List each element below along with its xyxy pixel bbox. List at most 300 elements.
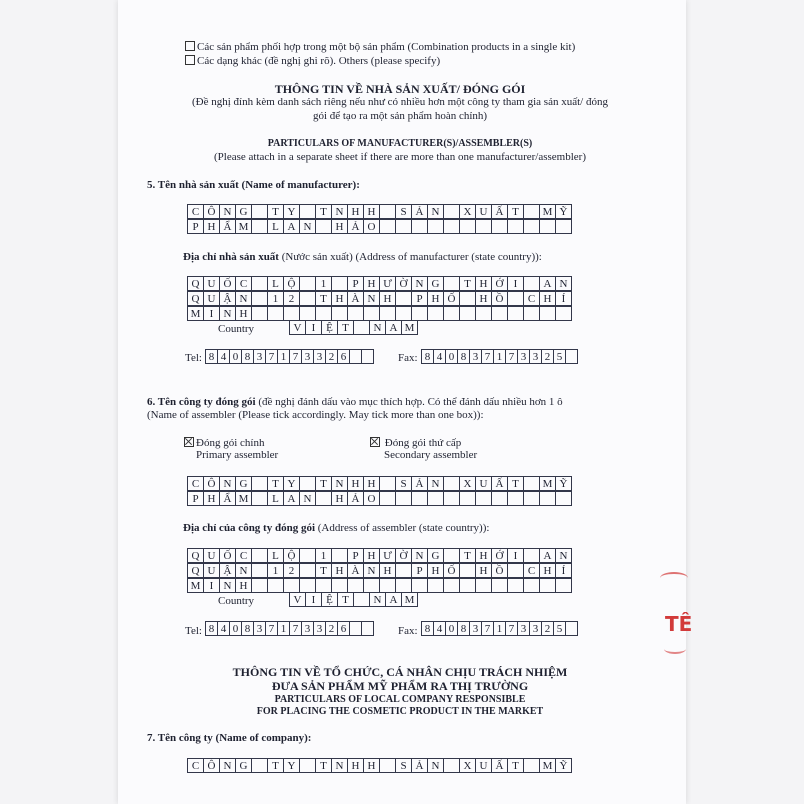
grid-cell[interactable] (443, 578, 460, 593)
grid-cell[interactable]: Q (187, 548, 204, 563)
grid-cell[interactable] (379, 476, 396, 491)
grid-cell[interactable] (443, 476, 460, 491)
q6-address-grid[interactable] (187, 549, 572, 594)
grid-cell[interactable]: N (219, 306, 236, 321)
grid-cell[interactable] (299, 578, 316, 593)
grid-cell[interactable]: Y (283, 204, 300, 219)
grid-cell[interactable] (523, 476, 540, 491)
grid-cell[interactable]: S (395, 204, 412, 219)
grid-cell[interactable]: N (219, 758, 236, 773)
q5-country-grid[interactable] (289, 321, 418, 336)
grid-cell[interactable] (283, 578, 300, 593)
grid-cell[interactable]: U (203, 276, 220, 291)
grid-cell[interactable]: C (523, 563, 540, 578)
grid-cell[interactable]: T (337, 592, 354, 607)
grid-cell[interactable] (523, 491, 540, 506)
grid-cell[interactable] (251, 491, 268, 506)
grid-cell[interactable]: A (539, 548, 556, 563)
grid-cell[interactable]: 3 (469, 621, 482, 636)
grid-cell[interactable]: C (187, 204, 204, 219)
grid-cell[interactable]: L (267, 276, 284, 291)
grid-cell[interactable]: H (475, 291, 492, 306)
grid-cell[interactable]: À (347, 291, 364, 306)
grid-cell[interactable]: 8 (205, 621, 218, 636)
grid-cell[interactable]: Ờ (395, 548, 412, 563)
grid-cell[interactable] (283, 306, 300, 321)
grid-cell[interactable]: H (331, 219, 348, 234)
grid-cell[interactable] (379, 306, 396, 321)
grid-cell[interactable]: Ư (379, 276, 396, 291)
grid-cell[interactable]: T (267, 476, 284, 491)
q7-name-grid[interactable] (187, 759, 572, 774)
grid-cell[interactable]: Ấ (491, 204, 508, 219)
grid-cell[interactable] (299, 291, 316, 306)
grid-cell[interactable]: U (475, 758, 492, 773)
grid-cell[interactable] (411, 578, 428, 593)
grid-cell[interactable]: T (507, 758, 524, 773)
grid-cell[interactable]: 3 (469, 349, 482, 364)
grid-cell[interactable]: Q (187, 563, 204, 578)
grid-cell[interactable]: 7 (289, 621, 302, 636)
grid-cell[interactable]: P (411, 563, 428, 578)
grid-cell[interactable]: N (369, 320, 386, 335)
grid-cell[interactable]: 6 (337, 621, 350, 636)
grid-cell[interactable]: 3 (517, 349, 530, 364)
grid-cell[interactable]: S (395, 758, 412, 773)
grid-cell[interactable] (251, 758, 268, 773)
grid-cell[interactable]: Q (187, 276, 204, 291)
grid-cell[interactable]: C (187, 758, 204, 773)
grid-cell[interactable]: H (475, 276, 492, 291)
grid-cell[interactable]: Ả (411, 758, 428, 773)
grid-cell[interactable]: T (267, 758, 284, 773)
grid-cell[interactable]: H (539, 291, 556, 306)
grid-cell[interactable]: 4 (433, 349, 446, 364)
grid-cell[interactable]: Ố (219, 548, 236, 563)
grid-cell[interactable]: I (305, 320, 322, 335)
grid-cell[interactable]: N (363, 563, 380, 578)
grid-cell[interactable] (523, 276, 540, 291)
grid-cell[interactable] (353, 320, 370, 335)
grid-cell[interactable]: N (427, 204, 444, 219)
grid-cell[interactable] (379, 758, 396, 773)
grid-cell[interactable]: Ố (219, 276, 236, 291)
grid-cell[interactable]: M (539, 758, 556, 773)
grid-cell[interactable]: C (523, 291, 540, 306)
grid-cell[interactable] (347, 578, 364, 593)
grid-cell[interactable] (315, 578, 332, 593)
q6-tel-grid[interactable] (205, 622, 374, 637)
grid-cell[interactable]: U (475, 476, 492, 491)
grid-cell[interactable] (507, 491, 524, 506)
grid-cell[interactable]: Ớ (491, 548, 508, 563)
grid-cell[interactable] (251, 548, 268, 563)
grid-cell[interactable] (363, 306, 380, 321)
grid-cell[interactable]: U (203, 563, 220, 578)
checkbox-icon[interactable] (185, 55, 195, 65)
grid-cell[interactable]: T (315, 476, 332, 491)
grid-cell[interactable]: X (459, 758, 476, 773)
grid-cell[interactable] (411, 219, 428, 234)
grid-cell[interactable]: 2 (325, 621, 338, 636)
grid-cell[interactable]: 1 (493, 349, 506, 364)
grid-cell[interactable] (475, 578, 492, 593)
grid-cell[interactable] (507, 291, 524, 306)
grid-cell[interactable]: P (411, 291, 428, 306)
grid-cell[interactable]: H (475, 563, 492, 578)
grid-cell[interactable]: Ậ (219, 563, 236, 578)
grid-cell[interactable]: T (315, 291, 332, 306)
grid-cell[interactable] (555, 219, 572, 234)
checkbox-icon[interactable] (185, 41, 195, 51)
grid-cell[interactable]: T (337, 320, 354, 335)
grid-cell[interactable]: Ả (347, 219, 364, 234)
grid-cell[interactable] (251, 276, 268, 291)
grid-cell[interactable] (507, 306, 524, 321)
grid-cell[interactable]: H (363, 276, 380, 291)
grid-cell[interactable]: P (187, 491, 204, 506)
grid-cell[interactable]: 1 (267, 563, 284, 578)
grid-cell[interactable] (539, 219, 556, 234)
grid-cell[interactable]: Ỹ (555, 758, 572, 773)
grid-cell[interactable]: H (347, 758, 364, 773)
grid-cell[interactable]: H (235, 578, 252, 593)
grid-cell[interactable]: H (427, 563, 444, 578)
grid-cell[interactable]: M (539, 476, 556, 491)
grid-cell[interactable] (299, 276, 316, 291)
grid-cell[interactable]: N (219, 578, 236, 593)
grid-cell[interactable]: Ố (443, 563, 460, 578)
grid-cell[interactable]: 7 (505, 621, 518, 636)
grid-cell[interactable]: U (203, 291, 220, 306)
grid-cell[interactable]: Ệ (321, 592, 338, 607)
grid-cell[interactable]: H (427, 291, 444, 306)
grid-cell[interactable] (361, 621, 374, 636)
q6-fax-grid[interactable] (421, 622, 578, 637)
grid-cell[interactable]: Í (555, 291, 572, 306)
grid-cell[interactable]: N (219, 476, 236, 491)
grid-cell[interactable]: 1 (267, 291, 284, 306)
grid-cell[interactable] (507, 219, 524, 234)
grid-cell[interactable]: X (459, 204, 476, 219)
grid-cell[interactable] (427, 219, 444, 234)
grid-cell[interactable]: 3 (517, 621, 530, 636)
grid-cell[interactable]: 3 (301, 349, 314, 364)
grid-cell[interactable]: Ộ (283, 276, 300, 291)
grid-cell[interactable] (459, 291, 476, 306)
grid-cell[interactable]: I (507, 276, 524, 291)
grid-cell[interactable]: T (315, 563, 332, 578)
grid-cell[interactable]: 0 (445, 349, 458, 364)
grid-cell[interactable]: H (203, 219, 220, 234)
grid-cell[interactable]: Ỹ (555, 204, 572, 219)
grid-cell[interactable]: H (379, 563, 396, 578)
grid-cell[interactable]: 8 (241, 621, 254, 636)
grid-cell[interactable]: M (401, 592, 418, 607)
grid-cell[interactable]: I (507, 548, 524, 563)
grid-cell[interactable]: Ả (411, 476, 428, 491)
grid-cell[interactable] (251, 306, 268, 321)
grid-cell[interactable]: T (507, 204, 524, 219)
grid-cell[interactable]: Ả (411, 204, 428, 219)
grid-cell[interactable] (459, 563, 476, 578)
grid-cell[interactable]: Ấ (491, 476, 508, 491)
grid-cell[interactable]: L (267, 548, 284, 563)
grid-cell[interactable] (565, 621, 578, 636)
grid-cell[interactable] (427, 306, 444, 321)
grid-cell[interactable]: M (401, 320, 418, 335)
grid-cell[interactable]: T (267, 204, 284, 219)
grid-cell[interactable] (523, 219, 540, 234)
grid-cell[interactable]: A (385, 592, 402, 607)
grid-cell[interactable]: 7 (265, 621, 278, 636)
grid-cell[interactable] (331, 548, 348, 563)
grid-cell[interactable] (379, 491, 396, 506)
grid-cell[interactable] (379, 204, 396, 219)
grid-cell[interactable]: 3 (253, 349, 266, 364)
grid-cell[interactable]: 2 (325, 349, 338, 364)
grid-cell[interactable]: Ẩ (219, 491, 236, 506)
grid-cell[interactable]: H (331, 491, 348, 506)
grid-cell[interactable]: G (235, 758, 252, 773)
grid-cell[interactable] (251, 291, 268, 306)
grid-cell[interactable]: X (459, 476, 476, 491)
grid-cell[interactable]: 4 (433, 621, 446, 636)
grid-cell[interactable]: 8 (457, 349, 470, 364)
grid-cell[interactable]: N (299, 219, 316, 234)
grid-cell[interactable]: C (235, 548, 252, 563)
grid-cell[interactable]: 1 (277, 349, 290, 364)
grid-cell[interactable]: 8 (205, 349, 218, 364)
grid-cell[interactable]: N (331, 758, 348, 773)
grid-cell[interactable]: 5 (553, 349, 566, 364)
grid-cell[interactable]: U (203, 548, 220, 563)
grid-cell[interactable] (565, 349, 578, 364)
grid-cell[interactable]: 8 (421, 349, 434, 364)
grid-cell[interactable] (491, 219, 508, 234)
grid-cell[interactable]: 8 (457, 621, 470, 636)
grid-cell[interactable]: 7 (481, 349, 494, 364)
grid-cell[interactable]: H (539, 563, 556, 578)
grid-cell[interactable]: H (363, 548, 380, 563)
grid-cell[interactable] (459, 578, 476, 593)
grid-cell[interactable]: N (331, 204, 348, 219)
grid-cell[interactable]: Ẩ (219, 219, 236, 234)
grid-cell[interactable]: 7 (481, 621, 494, 636)
grid-cell[interactable]: V (289, 592, 306, 607)
grid-cell[interactable] (443, 548, 460, 563)
grid-cell[interactable] (443, 306, 460, 321)
grid-cell[interactable] (539, 491, 556, 506)
q5-name-grid[interactable] (187, 205, 572, 235)
grid-cell[interactable] (353, 592, 370, 607)
grid-cell[interactable]: O (363, 219, 380, 234)
grid-cell[interactable]: H (235, 306, 252, 321)
checked-checkbox-icon[interactable] (184, 437, 194, 447)
grid-cell[interactable]: 0 (229, 349, 242, 364)
grid-cell[interactable]: Y (283, 758, 300, 773)
grid-cell[interactable]: 4 (217, 621, 230, 636)
grid-cell[interactable]: C (235, 276, 252, 291)
q5-fax-grid[interactable] (421, 350, 578, 365)
grid-cell[interactable] (299, 548, 316, 563)
grid-cell[interactable] (299, 204, 316, 219)
grid-cell[interactable] (315, 306, 332, 321)
grid-cell[interactable]: H (363, 758, 380, 773)
grid-cell[interactable] (555, 491, 572, 506)
grid-cell[interactable] (251, 219, 268, 234)
grid-cell[interactable] (315, 219, 332, 234)
grid-cell[interactable]: Ỹ (555, 476, 572, 491)
grid-cell[interactable]: I (305, 592, 322, 607)
grid-cell[interactable] (299, 306, 316, 321)
grid-cell[interactable] (523, 758, 540, 773)
grid-cell[interactable]: 8 (241, 349, 254, 364)
grid-cell[interactable]: Ô (203, 476, 220, 491)
grid-cell[interactable]: 2 (283, 291, 300, 306)
grid-cell[interactable] (251, 204, 268, 219)
grid-cell[interactable] (267, 306, 284, 321)
grid-cell[interactable] (443, 758, 460, 773)
grid-cell[interactable]: 3 (529, 621, 542, 636)
grid-cell[interactable] (459, 306, 476, 321)
grid-cell[interactable]: M (539, 204, 556, 219)
grid-cell[interactable] (475, 491, 492, 506)
grid-cell[interactable] (379, 578, 396, 593)
grid-cell[interactable] (427, 578, 444, 593)
grid-cell[interactable]: N (235, 291, 252, 306)
grid-cell[interactable]: 1 (315, 276, 332, 291)
grid-cell[interactable]: 1 (315, 548, 332, 563)
grid-cell[interactable]: I (203, 578, 220, 593)
grid-cell[interactable] (267, 578, 284, 593)
grid-cell[interactable]: Q (187, 291, 204, 306)
grid-cell[interactable]: 5 (553, 621, 566, 636)
grid-cell[interactable] (251, 563, 268, 578)
grid-cell[interactable] (459, 491, 476, 506)
grid-cell[interactable]: N (369, 592, 386, 607)
grid-cell[interactable]: 0 (229, 621, 242, 636)
grid-cell[interactable]: Í (555, 563, 572, 578)
grid-cell[interactable]: H (475, 548, 492, 563)
grid-cell[interactable]: H (347, 476, 364, 491)
grid-cell[interactable]: M (235, 219, 252, 234)
checked-checkbox-icon[interactable] (370, 437, 380, 447)
grid-cell[interactable] (491, 491, 508, 506)
grid-cell[interactable]: O (363, 491, 380, 506)
grid-cell[interactable]: Ư (379, 548, 396, 563)
grid-cell[interactable]: H (379, 291, 396, 306)
grid-cell[interactable]: N (427, 476, 444, 491)
grid-cell[interactable]: Ệ (321, 320, 338, 335)
grid-cell[interactable]: 4 (217, 349, 230, 364)
grid-cell[interactable] (523, 204, 540, 219)
grid-cell[interactable]: N (299, 491, 316, 506)
grid-cell[interactable] (507, 578, 524, 593)
grid-cell[interactable] (331, 306, 348, 321)
grid-cell[interactable] (395, 219, 412, 234)
grid-cell[interactable]: A (283, 491, 300, 506)
grid-cell[interactable]: L (267, 219, 284, 234)
grid-cell[interactable]: H (347, 204, 364, 219)
grid-cell[interactable]: A (539, 276, 556, 291)
grid-cell[interactable]: Ố (443, 291, 460, 306)
grid-cell[interactable]: 0 (445, 621, 458, 636)
grid-cell[interactable]: N (555, 548, 572, 563)
grid-cell[interactable]: Ộ (283, 548, 300, 563)
grid-cell[interactable]: L (267, 491, 284, 506)
grid-cell[interactable] (395, 291, 412, 306)
grid-cell[interactable]: 3 (313, 621, 326, 636)
grid-cell[interactable]: N (411, 548, 428, 563)
grid-cell[interactable] (251, 578, 268, 593)
grid-cell[interactable] (251, 476, 268, 491)
grid-cell[interactable] (555, 306, 572, 321)
grid-cell[interactable] (299, 758, 316, 773)
grid-cell[interactable]: M (187, 306, 204, 321)
grid-cell[interactable] (395, 578, 412, 593)
grid-cell[interactable]: N (555, 276, 572, 291)
grid-cell[interactable]: G (235, 476, 252, 491)
grid-cell[interactable]: N (427, 758, 444, 773)
grid-cell[interactable]: 1 (493, 621, 506, 636)
grid-cell[interactable]: Ấ (491, 758, 508, 773)
grid-cell[interactable]: Ậ (219, 291, 236, 306)
grid-cell[interactable]: N (331, 476, 348, 491)
grid-cell[interactable]: V (289, 320, 306, 335)
grid-cell[interactable]: Ô (203, 204, 220, 219)
grid-cell[interactable] (395, 306, 412, 321)
q6-name-grid[interactable] (187, 477, 572, 507)
grid-cell[interactable]: Ồ (491, 563, 508, 578)
grid-cell[interactable]: H (363, 476, 380, 491)
grid-cell[interactable]: P (187, 219, 204, 234)
grid-cell[interactable]: 2 (283, 563, 300, 578)
grid-cell[interactable] (475, 219, 492, 234)
grid-cell[interactable] (395, 563, 412, 578)
grid-cell[interactable] (395, 491, 412, 506)
grid-cell[interactable] (331, 276, 348, 291)
grid-cell[interactable]: Ồ (491, 291, 508, 306)
grid-cell[interactable]: H (331, 563, 348, 578)
grid-cell[interactable] (443, 204, 460, 219)
grid-cell[interactable] (443, 219, 460, 234)
grid-cell[interactable] (443, 491, 460, 506)
grid-cell[interactable]: 2 (541, 621, 554, 636)
grid-cell[interactable]: Ờ (395, 276, 412, 291)
q5-tel-grid[interactable] (205, 350, 374, 365)
grid-cell[interactable]: T (507, 476, 524, 491)
grid-cell[interactable]: À (347, 563, 364, 578)
grid-cell[interactable]: N (411, 276, 428, 291)
grid-cell[interactable] (475, 306, 492, 321)
grid-cell[interactable] (523, 306, 540, 321)
grid-cell[interactable] (539, 306, 556, 321)
grid-cell[interactable]: P (347, 548, 364, 563)
grid-cell[interactable]: 3 (253, 621, 266, 636)
grid-cell[interactable] (299, 476, 316, 491)
grid-cell[interactable]: P (347, 276, 364, 291)
grid-cell[interactable] (491, 306, 508, 321)
grid-cell[interactable] (459, 219, 476, 234)
grid-cell[interactable] (491, 578, 508, 593)
grid-cell[interactable]: G (427, 548, 444, 563)
grid-cell[interactable]: A (283, 219, 300, 234)
grid-cell[interactable]: N (219, 204, 236, 219)
grid-cell[interactable]: Ả (347, 491, 364, 506)
grid-cell[interactable] (507, 563, 524, 578)
grid-cell[interactable] (361, 349, 374, 364)
